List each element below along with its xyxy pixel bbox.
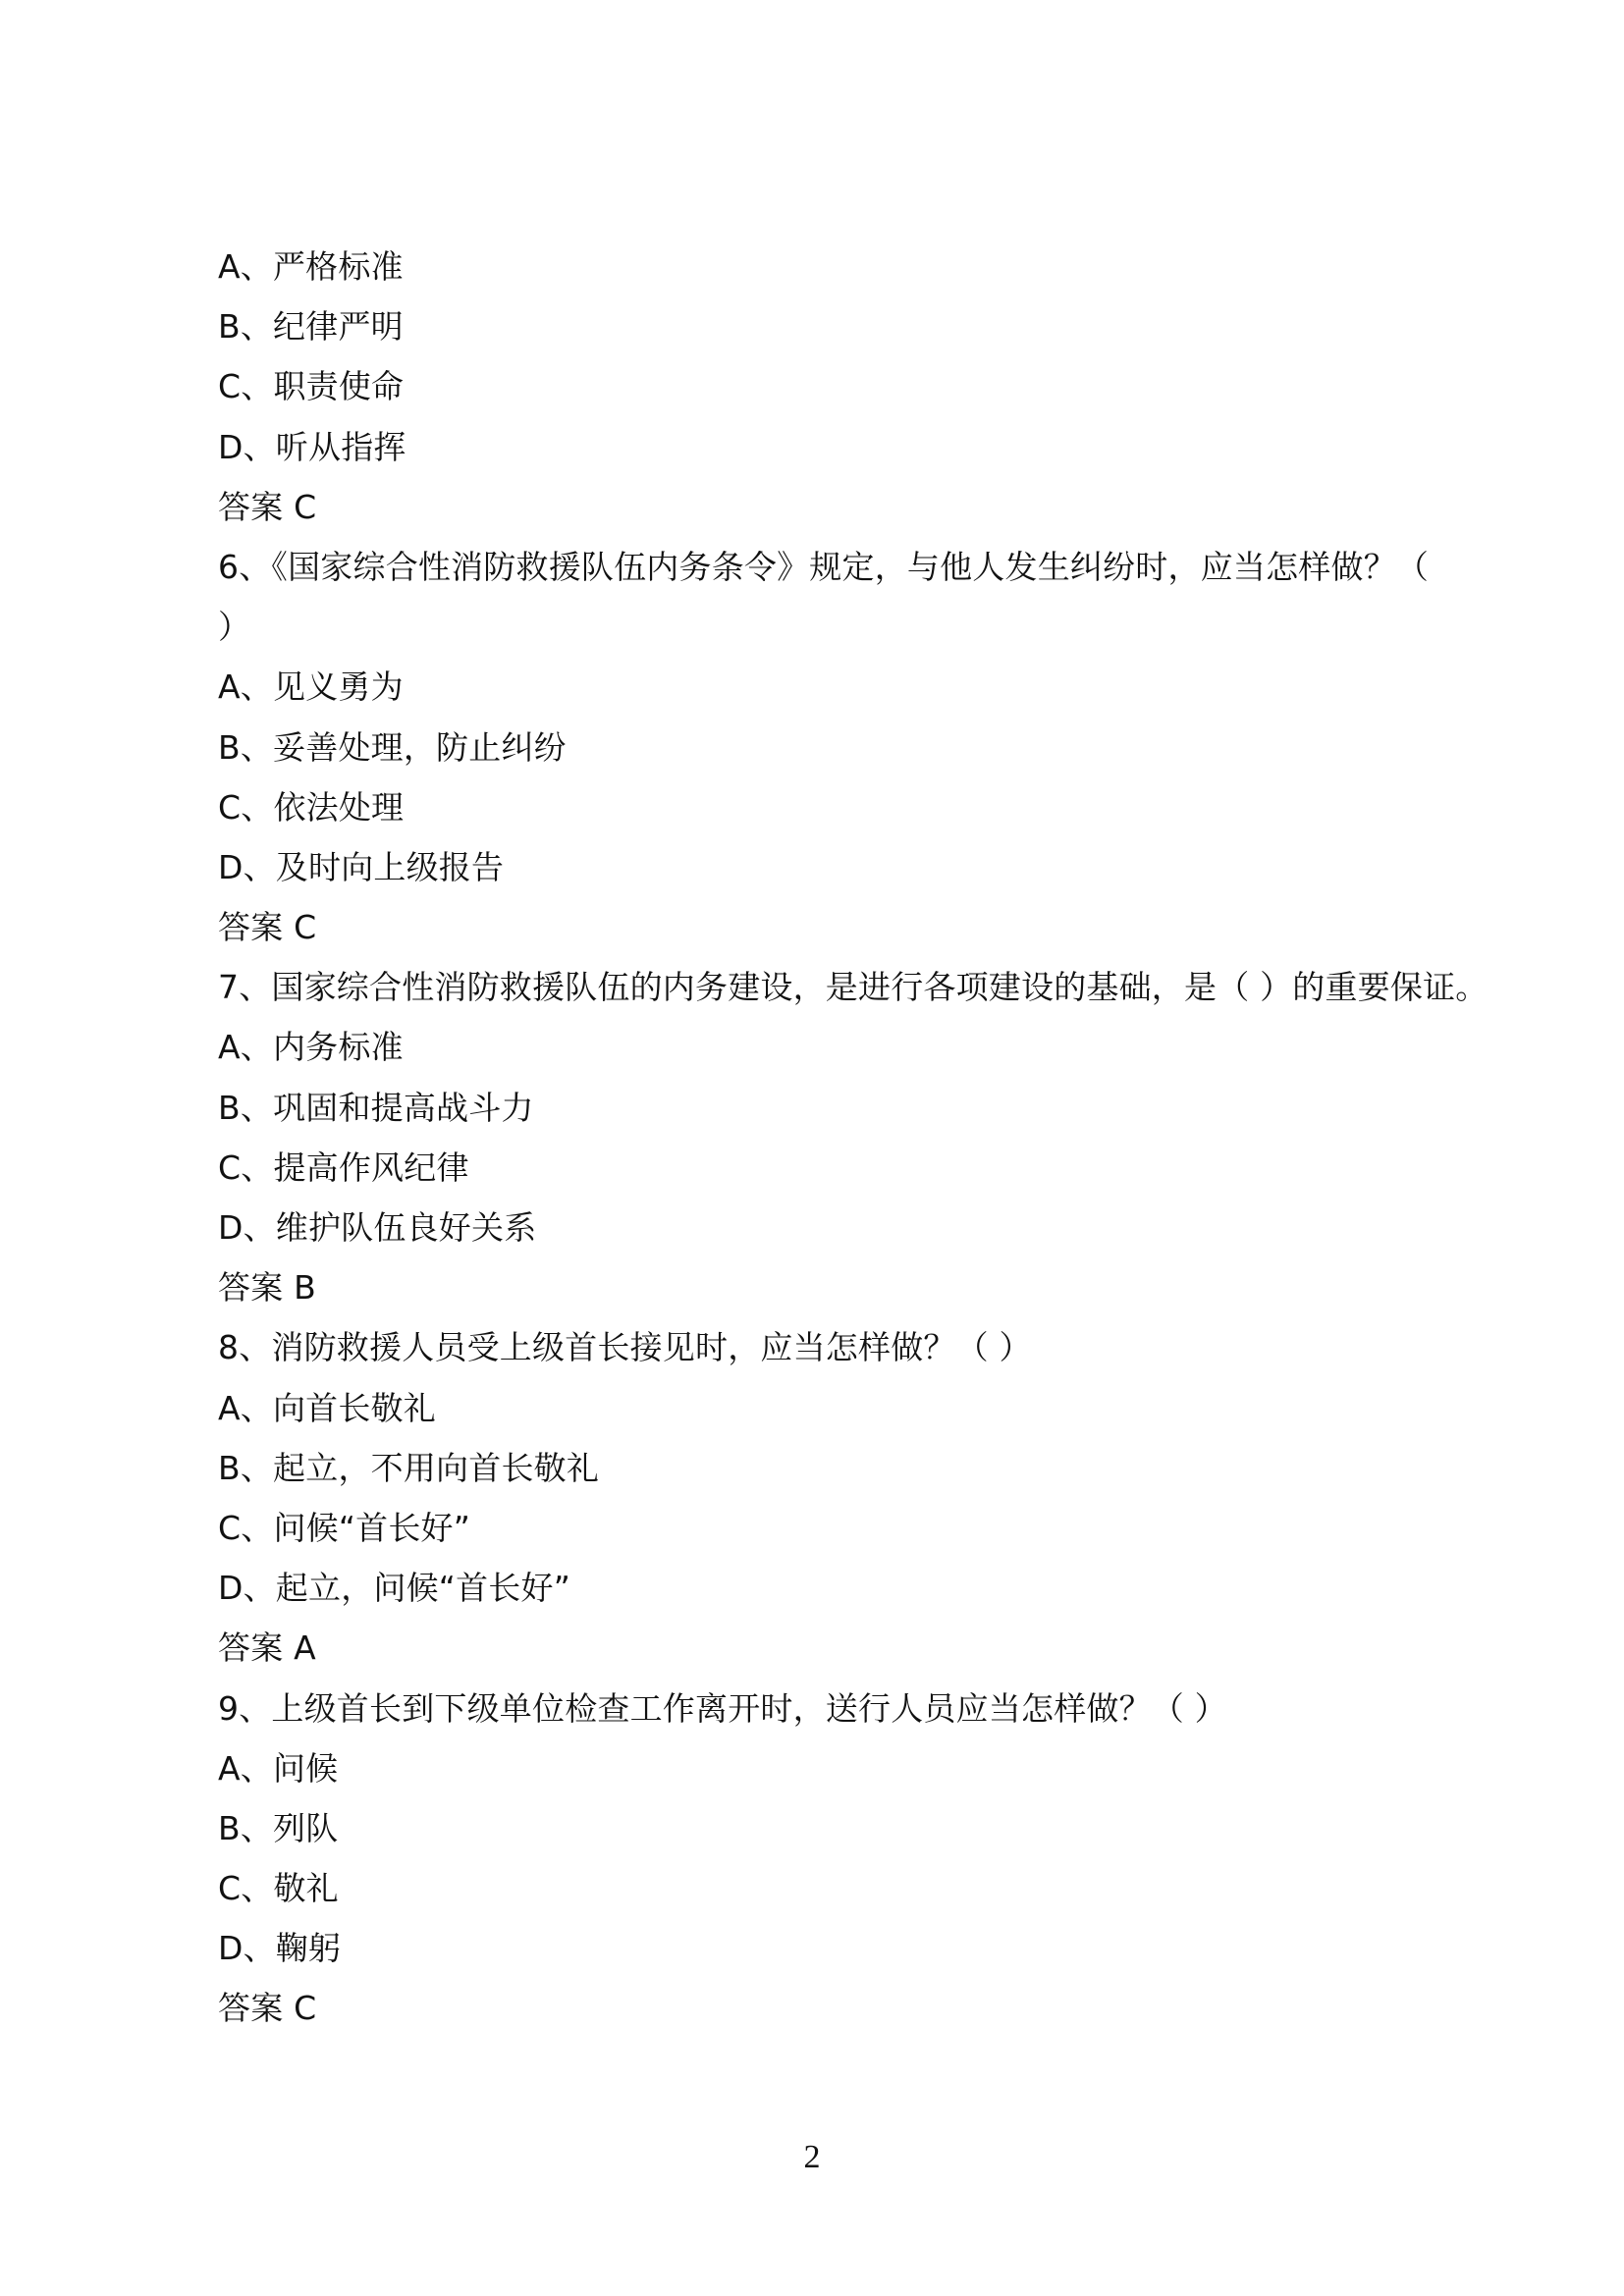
option-b: B、巩固和提高战斗力 bbox=[218, 1088, 534, 1127]
answer: 答案 C bbox=[218, 487, 317, 526]
option-a: A、见义勇为 bbox=[218, 667, 404, 707]
question-list bbox=[218, 237, 1489, 2039]
option-c: C、依法处理 bbox=[218, 787, 405, 827]
option-a: A、内务标准 bbox=[218, 1028, 404, 1067]
option-c: C、问候“首长好” bbox=[218, 1508, 471, 1547]
option-c: C、职责使命 bbox=[218, 367, 405, 406]
option-c: C、提高作风纪律 bbox=[218, 1148, 469, 1187]
option-a: A、严格标准 bbox=[218, 247, 404, 286]
question-block bbox=[218, 537, 1430, 957]
question-block bbox=[218, 237, 1426, 537]
option-a: A、问候 bbox=[218, 1748, 339, 1788]
answer: 答案 B bbox=[218, 1268, 316, 1308]
option-d: D、维护队伍良好关系 bbox=[218, 1208, 537, 1247]
option-a: A、向首长敬礼 bbox=[218, 1388, 436, 1427]
question-text-continued: ） bbox=[218, 608, 251, 647]
option-d: D、起立，问候“首长好” bbox=[218, 1569, 571, 1608]
answer: 答案 C bbox=[218, 1989, 317, 2028]
option-d: D、及时向上级报告 bbox=[218, 847, 505, 886]
option-c: C、敬礼 bbox=[218, 1869, 339, 1908]
option-b: B、纪律严明 bbox=[218, 307, 404, 347]
question-text: 9、上级首长到下级单位检查工作离开时，送行人员应当怎样做？（ ） bbox=[218, 1688, 1227, 1728]
option-b: B、妥善处理，防止纠纷 bbox=[218, 727, 567, 767]
option-b: B、起立，不用向首长敬礼 bbox=[218, 1448, 600, 1487]
question-block bbox=[218, 1679, 1426, 2039]
question-block bbox=[218, 1317, 1426, 1678]
question-text: 8、消防救援人员受上级首长接见时，应当怎样做？（ ） bbox=[218, 1328, 1032, 1367]
page-number: 2 bbox=[803, 2139, 821, 2175]
answer: 答案 C bbox=[218, 908, 317, 947]
question-block bbox=[218, 957, 1489, 1317]
answer: 答案 A bbox=[218, 1629, 316, 1668]
option-b: B、列队 bbox=[218, 1808, 339, 1847]
question-text: 7、国家综合性消防救援队伍的内务建设，是进行各项建设的基础，是（ ）的重要保证。 bbox=[218, 968, 1489, 1007]
option-d: D、鞠躬 bbox=[218, 1929, 342, 1968]
question-text: 6、《国家综合性消防救援队伍内务条令》规定，与他人发生纠纷时，应当怎样做？（ bbox=[218, 547, 1430, 586]
option-d: D、听从指挥 bbox=[218, 427, 406, 466]
